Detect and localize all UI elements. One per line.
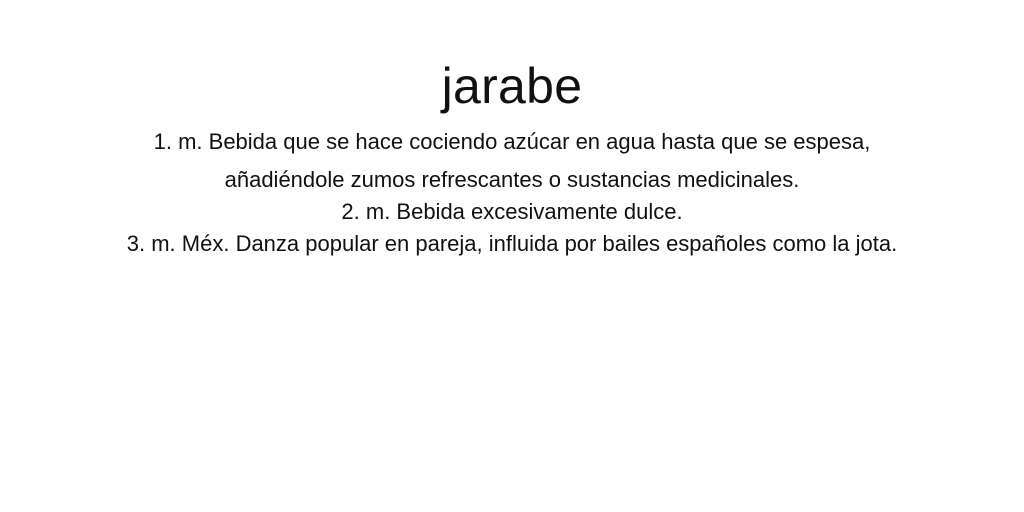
definition-1 (0, 126, 1024, 196)
definition-list (0, 126, 1024, 260)
definition-1-line-2: añadiéndole zumos refrescantes o sustancias medicinales. (224, 167, 800, 192)
dictionary-entry (0, 56, 1024, 260)
definition-3 (0, 228, 1024, 260)
definition-3-line-1: 3. m. Méx. Danza popular en pareja, influida por bailes españoles como la jota. (126, 231, 898, 256)
definition-2-line-1: 2. m. Bebida excesivamente dulce. (341, 199, 683, 224)
headword: jarabe (441, 58, 583, 114)
definition-2 (0, 196, 1024, 228)
definition-1-line-1: 1. m. Bebida que se hace cociendo azúcar en agua hasta que se espesa, (153, 129, 871, 154)
